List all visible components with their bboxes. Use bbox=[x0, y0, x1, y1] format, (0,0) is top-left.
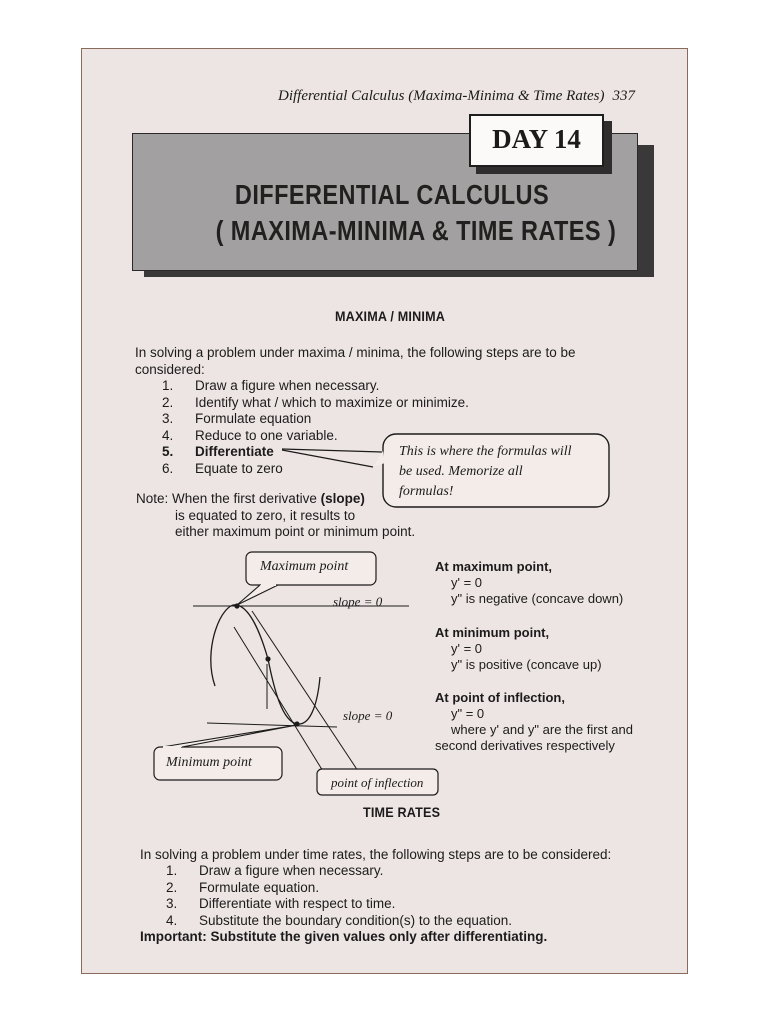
tangent-line-bottom bbox=[207, 723, 337, 727]
inflection-heading: At point of inflection, bbox=[435, 690, 565, 705]
list-item: 6. Equate to zero bbox=[162, 460, 283, 476]
important-note: Important: Substitute the given values only after differentiating. bbox=[140, 929, 548, 944]
maxima-intro-line2: considered: bbox=[135, 361, 205, 377]
list-item: 5. Differentiate bbox=[162, 444, 274, 459]
scanned-page bbox=[81, 48, 688, 974]
time-rates-steps-list bbox=[166, 863, 512, 929]
list-item: 4. Substitute the boundary condition(s) to the equation. bbox=[166, 912, 512, 928]
minimum-point-pointer bbox=[162, 725, 297, 747]
slope-label-top: slope = 0 bbox=[333, 594, 383, 609]
list-item: 4. Reduce to one variable. bbox=[162, 427, 338, 443]
maxima-intro-line1: In solving a problem under maxima / minima, the following steps are to be bbox=[135, 345, 576, 360]
minimum-point-label: Minimum point bbox=[166, 755, 252, 770]
list-item: 1. Draw a figure when necessary. bbox=[162, 378, 380, 393]
callout-text: This is where the formulas will be used. Memorize all formulas! bbox=[399, 444, 572, 499]
max-heading: At maximum point, bbox=[435, 559, 553, 574]
inflection-conditions: At point of inflection, y" = 0 where y' and y" are the first and second derivatives respectively bbox=[435, 690, 633, 753]
day-label: DAY 14 bbox=[469, 114, 604, 167]
function-curve bbox=[211, 605, 320, 724]
note-line2: is equated to zero, it results to bbox=[175, 508, 356, 523]
page-number: 337 bbox=[612, 88, 635, 104]
time-rates-heading: TIME RATES bbox=[363, 804, 441, 820]
list-item: 3. Differentiate with respect to time. bbox=[166, 896, 396, 911]
maxima-minima-heading: MAXIMA / MINIMA bbox=[335, 308, 446, 324]
banner-title-line1: DIFFERENTIAL CALCULUS bbox=[234, 179, 550, 210]
note-line3: either maximum point or minimum point. bbox=[175, 524, 416, 539]
list-item: 1. Draw a figure when necessary. bbox=[166, 863, 384, 878]
list-item: 3. Formulate equation bbox=[162, 411, 312, 426]
min-heading: At minimum point, bbox=[435, 625, 550, 640]
time-rates-intro: In solving a problem under time rates, the following steps are to be considered: bbox=[140, 847, 612, 862]
list-item: 2. Identify what / which to maximize or minimize. bbox=[162, 394, 469, 410]
inflection-label: point of inflection bbox=[331, 775, 424, 790]
note-line1: Note: When the first derivative (slope) bbox=[136, 491, 365, 506]
maximum-point-label: Maximum point bbox=[260, 559, 349, 574]
maximum-point-marker bbox=[234, 603, 239, 608]
curve-diagram bbox=[82, 49, 689, 975]
max-conditions: At maximum point, y' = 0 y" is negative (concave down) bbox=[435, 559, 624, 606]
slope-label-bottom: slope = 0 bbox=[343, 708, 393, 723]
maximum-point-pointer bbox=[237, 585, 278, 605]
list-item: 2. Formulate equation. bbox=[166, 879, 320, 895]
inflection-point-marker bbox=[265, 656, 270, 661]
min-conditions: At minimum point, y' = 0 y" is positive (concave up) bbox=[435, 625, 602, 672]
banner-title-line2: ( MAXIMA-MINIMA & TIME RATES ) bbox=[215, 215, 617, 246]
running-title: Differential Calculus (Maxima-Minima & Time Rates) bbox=[278, 88, 605, 104]
